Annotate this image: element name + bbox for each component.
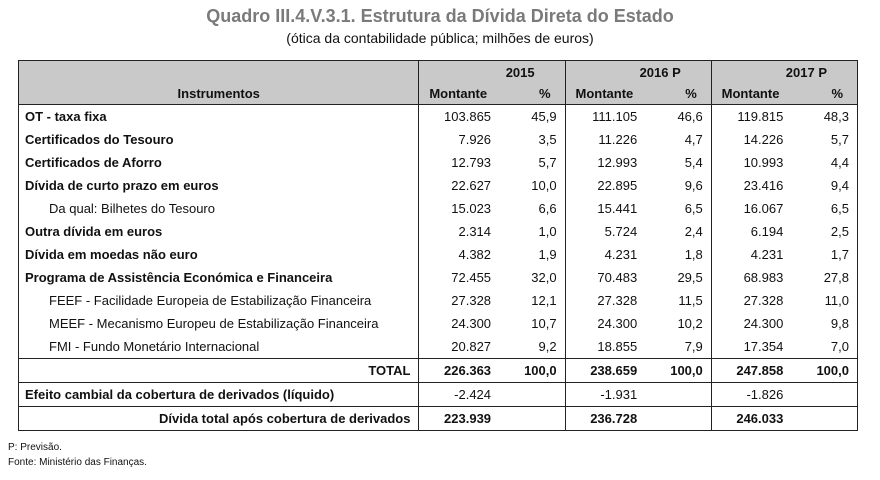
- header-blank-cell: [19, 61, 419, 84]
- cell-pct-2016: 1,8: [684, 247, 703, 262]
- row-label: OT - taxa fixa: [25, 109, 107, 124]
- cell-pct-2015: 5,7: [538, 155, 557, 170]
- montante-header: Montante: [419, 83, 497, 105]
- cell-pct-2015: 1,9: [538, 247, 557, 262]
- cell-montante-2017: 16.067: [711, 197, 789, 220]
- cell-montante-2015: 103.865: [419, 105, 497, 129]
- total-pct-2016: 100,0: [643, 359, 711, 383]
- final-pct-2016: [643, 407, 711, 431]
- cell-pct-2016: 4,7: [684, 132, 703, 147]
- row-label: FMI - Fundo Monetário Internacional: [19, 335, 419, 359]
- cell-montante-2016: 11.226: [565, 128, 643, 151]
- total-montante-2016: 238.659: [565, 359, 643, 383]
- table-subtitle: (ótica da contabilidade pública; milhões de euros): [286, 30, 594, 46]
- cell-pct-2016: 2,4: [684, 224, 703, 239]
- cell-pct-2016: 29,5: [677, 270, 703, 285]
- cell-pct-2017: 1,7: [830, 247, 849, 262]
- cell-pct-2017: 9,8: [830, 316, 849, 331]
- final-montante-2016: 236.728: [565, 407, 643, 431]
- cell-montante-2017: 6.194: [711, 220, 789, 243]
- cell-montante-2015: 27.328: [419, 289, 497, 312]
- table-row: [19, 105, 858, 129]
- cell-montante-2015: 4.382: [419, 243, 497, 266]
- table-row: [19, 243, 858, 266]
- row-label: Outra dívida em euros: [25, 224, 163, 239]
- table-title: Quadro III.4.V.3.1. Estrutura da Dívida Direta do Estado: [206, 6, 674, 26]
- source-note: Fonte: Ministério das Finanças.: [8, 457, 147, 468]
- cell-pct-2015: 1,0: [538, 224, 557, 239]
- cell-montante-2015: 12.793: [419, 151, 497, 174]
- final-pct-2015: [497, 407, 565, 431]
- efeito-montante-2015: -2.424: [419, 383, 497, 407]
- efeito-montante-2016: -1.931: [565, 383, 643, 407]
- cell-montante-2017: 119.815: [711, 105, 789, 129]
- divida-total-row: [19, 407, 858, 431]
- table-row: [19, 128, 858, 151]
- row-label: Da qual: Bilhetes do Tesouro: [49, 201, 215, 216]
- cell-montante-2017: 68.983: [711, 266, 789, 289]
- cell-pct-2016: 46,6: [677, 109, 703, 124]
- efeito-cambial-row: [19, 383, 858, 407]
- total-pct-2017: 100,0: [789, 359, 857, 383]
- cell-pct-2016: 9,6: [684, 178, 703, 193]
- cell-montante-2015: 15.023: [419, 197, 497, 220]
- cell-pct-2015: 6,6: [538, 201, 557, 216]
- cell-pct-2017: 27,8: [823, 270, 849, 285]
- cell-montante-2015: 7.926: [419, 128, 497, 151]
- cell-pct-2015: 12,1: [531, 293, 557, 308]
- total-pct-2015: 100,0: [497, 359, 565, 383]
- row-label: MEEF - Mecanismo Europeu de Estabilização Financeira: [49, 316, 379, 331]
- cell-montante-2017: 10.993: [711, 151, 789, 174]
- montante-header: Montante: [565, 83, 643, 105]
- total-row: [19, 359, 858, 383]
- cell-pct-2017: 9,4: [830, 178, 849, 193]
- cell-pct-2015: 32,0: [531, 270, 557, 285]
- cell-montante-2017: 4.231: [711, 243, 789, 266]
- cell-montante-2017: 23.416: [711, 174, 789, 197]
- row-label: Certificados de Aforro: [25, 155, 162, 170]
- previsao-note: P: Previsão.: [8, 442, 62, 453]
- percent-header: %: [643, 83, 711, 105]
- cell-pct-2016: 5,4: [684, 155, 703, 170]
- cell-montante-2015: 2.314: [419, 220, 497, 243]
- cell-pct-2015: 45,9: [531, 109, 557, 124]
- cell-montante-2017: 14.226: [711, 128, 789, 151]
- cell-pct-2015: 10,0: [531, 178, 557, 193]
- total-label: TOTAL: [19, 359, 419, 383]
- cell-montante-2016: 18.855: [565, 335, 643, 359]
- cell-montante-2015: 72.455: [419, 266, 497, 289]
- efeito-montante-2017: -1.826: [711, 383, 789, 407]
- row-label: Programa de Assistência Económica e Financeira: [25, 270, 333, 285]
- cell-montante-2016: 15.441: [565, 197, 643, 220]
- table-row: [19, 197, 858, 220]
- cell-montante-2016: 27.328: [565, 289, 643, 312]
- cell-montante-2015: 20.827: [419, 335, 497, 359]
- cell-pct-2016: 11,5: [678, 293, 703, 308]
- cell-pct-2017: 48,3: [823, 109, 849, 124]
- table-row: [19, 174, 858, 197]
- cell-montante-2016: 24.300: [565, 312, 643, 335]
- final-pct-2017: [789, 407, 857, 431]
- efeito-pct-2016: [643, 383, 711, 407]
- cell-pct-2015: 9,2: [497, 335, 565, 359]
- total-montante-2015: 226.363: [419, 359, 497, 383]
- row-label: Certificados do Tesouro: [25, 132, 174, 147]
- cell-pct-2017: 7,0: [789, 335, 857, 359]
- cell-pct-2016: 10,2: [677, 316, 703, 331]
- cell-montante-2016: 4.231: [565, 243, 643, 266]
- table-row: [19, 220, 858, 243]
- table-row: [19, 151, 858, 174]
- cell-pct-2016: 7,9: [643, 335, 711, 359]
- table-row: [19, 335, 858, 359]
- total-montante-2017: 247.858: [711, 359, 789, 383]
- montante-header: Montante: [711, 83, 789, 105]
- cell-montante-2015: 22.627: [419, 174, 497, 197]
- cell-montante-2017: 24.300: [711, 312, 789, 335]
- cell-pct-2017: 4,4: [830, 155, 849, 170]
- cell-montante-2016: 5.724: [565, 220, 643, 243]
- table-row: [19, 312, 858, 335]
- cell-pct-2015: 10,7: [531, 316, 557, 331]
- row-label: FEEF - Facilidade Europeia de Estabilização Financeira: [49, 293, 372, 308]
- row-label: Dívida de curto prazo em euros: [25, 178, 219, 193]
- year-header-2016: 2016 P: [565, 61, 711, 84]
- cell-pct-2016: 6,5: [684, 201, 703, 216]
- cell-montante-2017: 27.328: [711, 289, 789, 312]
- final-montante-2017: 246.033: [711, 407, 789, 431]
- cell-montante-2015: 24.300: [419, 312, 497, 335]
- table-row: [19, 266, 858, 289]
- cell-pct-2017: 6,5: [830, 201, 849, 216]
- cell-pct-2015: 3,5: [538, 132, 557, 147]
- cell-montante-2016: 22.895: [565, 174, 643, 197]
- percent-header: %: [789, 83, 857, 105]
- cell-montante-2017: 17.354: [711, 335, 789, 359]
- percent-header: %: [497, 83, 565, 105]
- row-label: Dívida em moedas não euro: [25, 247, 198, 262]
- instrumentos-header: Instrumentos: [19, 83, 419, 105]
- table-row: [19, 289, 858, 312]
- final-montante-2015: 223.939: [419, 407, 497, 431]
- year-header-2017: 2017 P: [711, 61, 857, 84]
- cell-montante-2016: 111.105: [565, 105, 643, 129]
- cell-montante-2016: 12.993: [565, 151, 643, 174]
- efeito-pct-2015: [497, 383, 565, 407]
- debt-structure-table: [18, 60, 858, 431]
- cell-montante-2016: 70.483: [565, 266, 643, 289]
- divida-total-label: Dívida total após cobertura de derivados: [19, 407, 419, 431]
- efeito-label: Efeito cambial da cobertura de derivados (líquido): [19, 383, 419, 407]
- cell-pct-2017: 5,7: [830, 132, 849, 147]
- table-notes: [8, 440, 147, 470]
- cell-pct-2017: 2,5: [830, 224, 849, 239]
- year-header-2015: 2015: [419, 61, 565, 84]
- cell-pct-2017: 11,0: [824, 293, 849, 308]
- efeito-pct-2017: [789, 383, 857, 407]
